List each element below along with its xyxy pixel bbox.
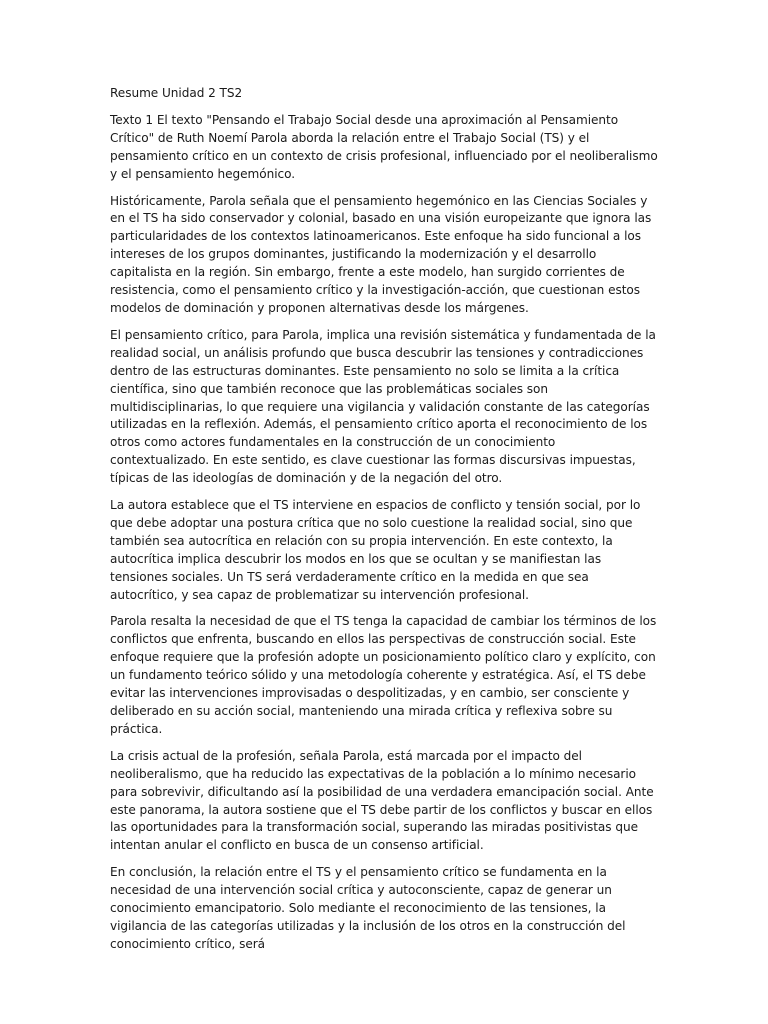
paragraph-conclusion: En conclusión, la relación entre el TS y el pensamiento crítico se fundamenta en la necesidad de una intervención social crítica y autoconsciente, capaz de generar un conocimiento emancipatorio. Solo mediante el reconocimiento de las tensiones, la vigilancia de las categorías utilizadas y la inclusión de los otros en la construcción del conocimiento crítico, será <box>110 865 626 951</box>
paragraph-historical: Históricamente, Parola señala que el pensamiento hegemónico en las Ciencias Sociales y en el TS ha sido conservador y colonial, basado en una visión europeizante que ignora las particularidades de los contextos latinoamericanos. Este enfoque ha sido funcional a los intereses de los grupos dominantes, justificando la modernización y el desarrollo capitalista en la región. Sin embargo, frente a este modelo, han surgido corrientes de resistencia, como el pensamiento crítico y la investigación-acción, que cuestionan estos modelos de dominación y proponen alternativas desde los márgenes. <box>110 193 652 315</box>
document-body <box>110 85 658 963</box>
paragraph-autocritique: La autora establece que el TS interviene en espacios de conflicto y tensión social, por lo que debe adoptar una postura crítica que no solo cuestione la realidad social, sino que también sea autocrítica en relación con su propia intervención. En este contexto, la autocrítica implica descubrir los modos en los que se ocultan y se manifiestan las tensiones sociales. Un TS será verdaderamente crítico en la medida en que sea autocrítico, y sea capaz de problematizar su intervención profesional. <box>110 498 641 602</box>
paragraph-political-position: Parola resalta la necesidad de que el TS tenga la capacidad de cambiar los términos de los conflictos que enfrenta, buscando en ellos las perspectivas de construcción social. Este enfoque requiere que la profesión adopte un posicionamiento político claro y explícito, con un fundamento teórico sólido y una metodología coherente y estratégica. Así, el TS debe evitar las intervenciones improvisadas o despolitizadas, y en cambio, ser consciente y deliberado en su acción social, manteniendo una mirada crítica y reflexiva sobre su práctica. <box>110 614 657 736</box>
paragraph-intro: Texto 1 El texto "Pensando el Trabajo Social desde una aproximación al Pensamiento Crítico" de Ruth Noemí Parola aborda la relación entre el Trabajo Social (TS) y el pensamiento crítico en un contexto de crisis profesional, influenciado por el neoliberalismo y el pensamiento hegemónico. <box>110 112 658 181</box>
document-title: Resume Unidad 2 TS2 <box>110 86 243 100</box>
paragraph-crisis: La crisis actual de la profesión, señala Parola, está marcada por el impacto del neoliberalismo, que ha reducido las expectativas de la población a lo mínimo necesario para sobrevivir, dificultando así la posibilidad de una verdadera emancipación social. Ante este panorama, la autora sostiene que el TS debe partir de los conflictos y buscar en ellos las oportunidades para la transformación social, superando las miradas positivistas que intentan anular el conflicto en busca de un consenso artificial. <box>110 748 654 853</box>
paragraph-critical-thinking: El pensamiento crítico, para Parola, implica una revisión sistemática y fundamentada de la realidad social, un análisis profundo que busca descubrir las tensiones y contradicciones dentro de las estructuras dominantes. Este pensamiento no solo se limita a la crítica científica, sino que también reconoce que las problemáticas sociales son multidisciplinarias, lo que requiere una vigilancia y validación constante de las categorías utilizadas en la reflexión. Además, el pensamiento crítico aporta el reconocimiento de los otros como actores fundamentales en la construcción de un conocimiento contextualizado. En este sentido, es clave cuestionar las formas discursivas impuestas, típicas de las ideologías de dominación y de la negación del otro. <box>110 327 656 486</box>
